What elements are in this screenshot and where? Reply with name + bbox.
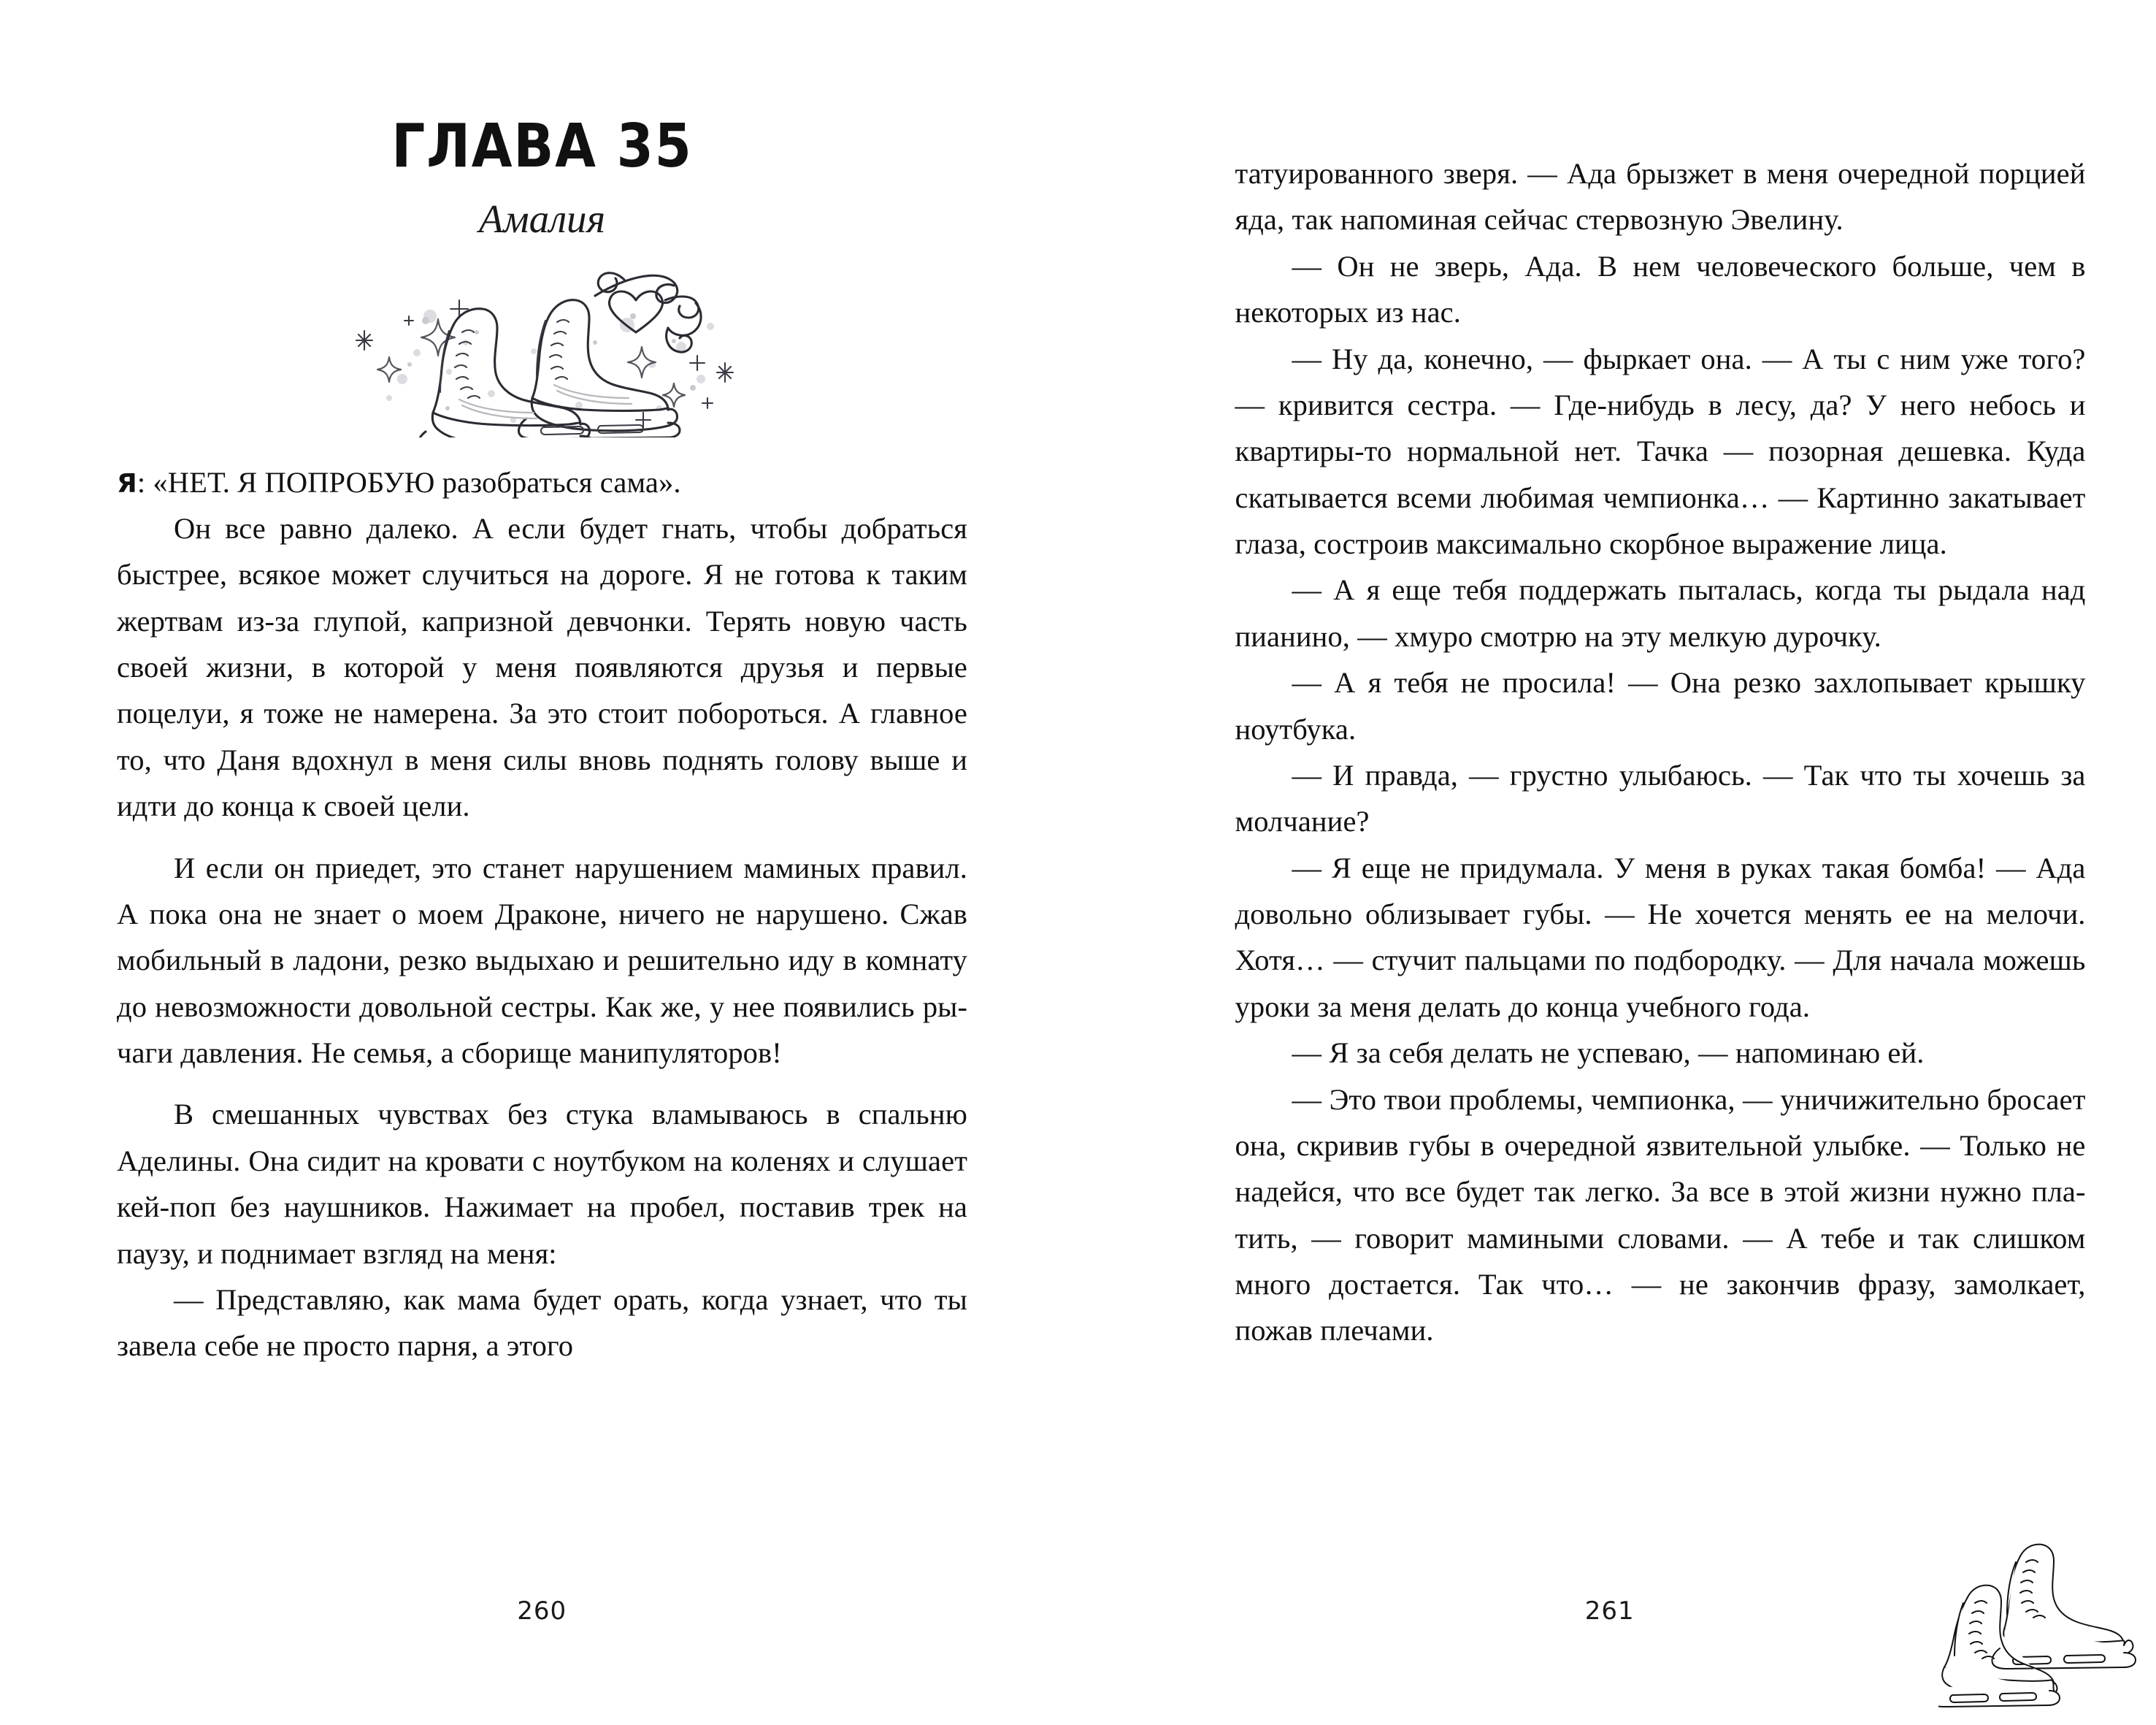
page-number: 260 bbox=[517, 1596, 567, 1626]
paragraph-dialogue: — Ну да, конечно, — фыркает она. — А ты с ним уже того? — кривится сестра. — Где-нибудь в лесу, да? У него небось и квартиры-то нормальной нет. Тачка — позорная дешевка. Куда скатывается всеми любимая чемпионка… — Картинно закатывает глаза, состроив максимально скорбное выражение лица. bbox=[1235, 342, 2086, 560]
paragraph: Он все равно далеко. А если будет гнать, чтобы добраться быстрее, всякое может случиться на дороге. Я не готова к таким жертвам из-за глупой, капризной девчонки. Терять новую часть своей жизни, в которой у меня появляются друзья и первые поцелуи, я тоже не намерена. За это стоит побороться. А главное то, что Даня вдохнул в меня силы вновь поднять голову выше и идти до конца к своей цели. bbox=[117, 511, 967, 823]
paragraph-dialogue: — Это твои проблемы, чемпионка, — уничижительно бросает она, скривив губы в очередной язвительной улыбке. — Только не надейся, что все будет так легко. За все в этой жизни нужно платить, — говорит мамиными словами. — А тебе и так слишком много достается. Так что… — не закончив фразу, замолкает, пожав плечами. bbox=[1235, 1082, 2086, 1347]
paragraph-dialogue: — Он не зверь, Ада. В нем человеческого больше, чем в некоторых из нас. bbox=[1235, 249, 2086, 329]
pov-name: Амалия bbox=[478, 196, 606, 241]
paragraph-dialogue: — Я еще не придумала. У меня в руках такая бомба! — Ада довольно облизывает губы. — Не хочется менять ее на мелочи. Хотя… — стучит пальцами по подбородку. — Для начала можешь уроки за меня делать до конца учебного года. bbox=[1235, 851, 2086, 1023]
paragraph: В смешанных чувствах без стука вламываюсь в спальню Аделины. Она сидит на кровати с ноутбуком на коленях и слушает кей-поп без наушников. Нажимает на пробел, поставив трек на паузу, и поднимает взгляд на меня: bbox=[117, 1098, 967, 1270]
paragraph-lead bbox=[117, 459, 967, 505]
left-page-content bbox=[117, 112, 967, 1369]
speaker-label: Я bbox=[117, 468, 137, 499]
page-number: 261 bbox=[1584, 1596, 1635, 1626]
paragraph: И если он приедет, это станет нарушением маминых правил. А пока она не знает о моем Драконе, ничего не нарушено. Сжав мобильный в ладони, резко выдыхаю и решительно иду в комнату до невозможности довольной сестры. Как же, у нее появились рычаги давления. Не семья, а сборище манипуляторов! bbox=[117, 851, 967, 1069]
paragraph-dialogue: — А я еще тебя поддержать пыталась, когда ты рыдала над пианино, — хмуро смотрю на эту мелкую дурочку. bbox=[1235, 573, 2086, 653]
page-title: ГЛАВА 35 bbox=[391, 112, 693, 181]
paragraph-dialogue: — Представляю, как мама будет орать, когда узнает, что ты завела себе не просто парня, а этого bbox=[117, 1282, 967, 1363]
right-page-content bbox=[1235, 150, 2086, 1354]
ice-skates-sparkle-illustration-icon bbox=[117, 255, 967, 437]
paragraph-text: : «НЕТ. Я ПОПРОБУЮ разобраться сама». bbox=[137, 465, 681, 499]
right-page bbox=[1078, 0, 2156, 1725]
paragraph: татуированного зверя. — Ада брызжет в меня очередной порцией яда, так напоминая сейчас стервозную Эвелину. bbox=[1235, 157, 2086, 237]
paragraph-dialogue: — И правда, — грустно улыбаюсь. — Так что ты хочешь за молчание? bbox=[1235, 758, 2086, 838]
paragraph-dialogue: — Я за себя делать не успеваю, — напоминаю ей. bbox=[1292, 1036, 1925, 1070]
paragraph-dialogue: — А я тебя не просила! — Она резко захлопывает крышку ноутбука. bbox=[1235, 666, 2086, 746]
